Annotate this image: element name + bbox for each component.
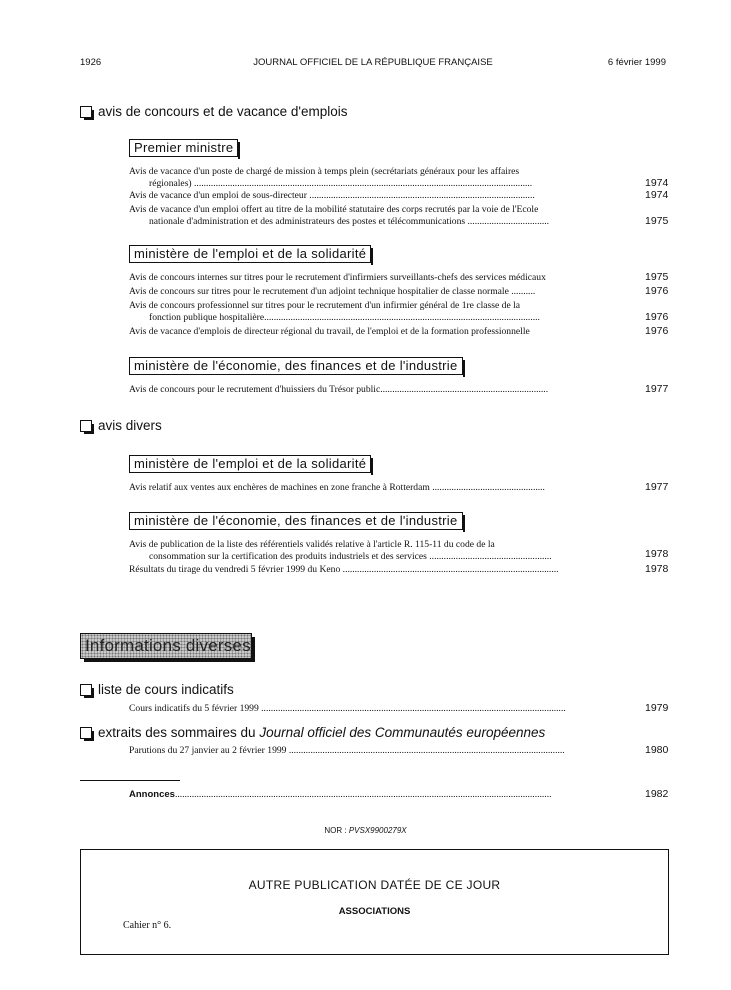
- ministry-heading: ministère de l'économie, des finances et de l'industrie: [129, 357, 463, 375]
- entry-text: Avis de vacance d'un emploi offert au titre de la mobilité statutaire des corps recrutés par la voie de l'Ecole: [129, 204, 539, 215]
- nor-label: NOR :: [324, 826, 347, 835]
- section-divers: [80, 418, 162, 433]
- section-extraits: [80, 725, 545, 740]
- page-ref: 1975: [645, 271, 669, 283]
- toc-entry[interactable]: Cours indicatifs du 5 février 1999 ...............................................................................................................................: [129, 703, 566, 714]
- banner-title: Informations diverses: [85, 636, 251, 655]
- page-ref: 1979: [645, 702, 669, 714]
- informations-diverses-banner: [80, 633, 252, 659]
- entry-text-cont: consommation sur la certification des produits industriels et des services ...................................................: [149, 551, 552, 562]
- toc-entry[interactable]: Avis de concours pour le recrutement d'huissiers du Trésor public......................................................................: [129, 384, 549, 395]
- section-cours: [80, 682, 234, 697]
- entry-text-cont: nationale d'administration et des administrateurs des postes et télécommunications ..................................: [149, 216, 550, 227]
- toc-entry[interactable]: Avis de vacance d'emplois de directeur régional du travail, de l'emploi et de la formation professionnelle: [129, 326, 530, 337]
- page-ref: 1974: [645, 177, 669, 189]
- entry-text: Avis de vacance d'un poste de chargé de mission à temps plein (secrétariats généraux pour les affaires: [129, 166, 520, 177]
- page-number: 1926: [80, 57, 102, 68]
- toc-entry[interactable]: Avis de vacance d'un emploi de sous-directeur ..............................................................................................: [129, 190, 535, 201]
- section-title: avis de concours et de vacance d'emplois: [98, 104, 348, 119]
- page-ref: 1976: [645, 325, 669, 337]
- page-ref: 1977: [645, 481, 669, 493]
- entry-text: Avis de concours professionnel sur titres pour le recrutement d'un infirmier général de 1re classe de la: [129, 300, 521, 311]
- page-ref: 1978: [645, 563, 669, 575]
- section-title-italic: Journal officiel des Communautés européennes: [259, 725, 546, 740]
- toc-entry[interactable]: [129, 204, 617, 228]
- page-ref: 1980: [645, 744, 669, 756]
- page-ref: 1975: [645, 215, 669, 227]
- toc-entry[interactable]: Avis de concours sur titres pour le recrutement d'un adjoint technique hospitalier de classe normale ..........: [129, 286, 536, 297]
- toc-entry[interactable]: [129, 300, 617, 324]
- entry-text: Avis de publication de la liste des référentiels validés relative à l'article R. 115-11 du code de la: [129, 539, 495, 550]
- page-ref: 1978: [645, 548, 669, 560]
- toc-entry[interactable]: Avis de concours internes sur titres pour le recrutement d'infirmiers surveillants-chefs des services médicaux: [129, 272, 546, 283]
- page-ref: 1977: [645, 383, 669, 395]
- associations-label[interactable]: ASSOCIATIONS: [338, 906, 411, 917]
- checkbox-square-icon: [80, 727, 92, 739]
- nor-reference: [0, 826, 731, 835]
- section-title: extraits des sommaires du: [98, 725, 256, 740]
- nor-value: PVSX9900279X: [348, 826, 407, 835]
- page-ref: 1976: [645, 285, 669, 297]
- entry-text-cont: fonction publique hospitalière...................................................................................................................: [149, 312, 540, 323]
- journal-title: JOURNAL OFFICIEL DE LA RÉPUBLIQUE FRANÇAISE: [253, 57, 493, 68]
- autre-publication-box: [80, 849, 669, 955]
- issue-date: 6 février 1999: [607, 57, 666, 68]
- toc-entry[interactable]: Avis relatif aux ventes aux enchères de machines en zone franche à Rotterdam ...............................................: [129, 482, 545, 493]
- ministry-heading: ministère de l'économie, des finances et de l'industrie: [129, 512, 463, 530]
- toc-entry[interactable]: Parutions du 27 janvier au 2 février 1999 ...................................................................................................................: [129, 745, 565, 756]
- section-concours: [80, 104, 347, 119]
- entry-dots: .............................................................................................................................................................: [174, 789, 552, 800]
- cahier-number: Cahier n° 6.: [123, 920, 172, 931]
- ministry-heading: Premier ministre: [129, 139, 238, 157]
- ministry-heading: ministère de l'emploi et de la solidarité: [129, 455, 371, 473]
- toc-entry-annonces[interactable]: [129, 789, 617, 801]
- checkbox-square-icon: [80, 684, 92, 696]
- toc-entry[interactable]: [129, 539, 617, 563]
- page-header: [80, 57, 666, 71]
- toc-entry[interactable]: Résultats du tirage du vendredi 5 février 1999 du Keno ..........................................................................................: [129, 564, 559, 575]
- checkbox-square-icon: [80, 420, 92, 432]
- toc-entry[interactable]: [129, 166, 617, 190]
- page-ref: 1982: [645, 788, 669, 800]
- checkbox-square-icon: [80, 106, 92, 118]
- autre-title: AUTRE PUBLICATION DATÉE DE CE JOUR: [248, 878, 501, 892]
- ministry-heading: ministère de l'emploi et de la solidarité: [129, 245, 371, 263]
- section-title: liste de cours indicatifs: [98, 682, 234, 697]
- page-ref: 1976: [645, 311, 669, 323]
- divider: [80, 780, 180, 781]
- entry-text-cont: régionales) .............................................................................................................................................: [149, 178, 533, 189]
- page-ref: 1974: [645, 189, 669, 201]
- section-title: avis divers: [98, 418, 162, 433]
- annonces-label: Annonces: [129, 789, 175, 800]
